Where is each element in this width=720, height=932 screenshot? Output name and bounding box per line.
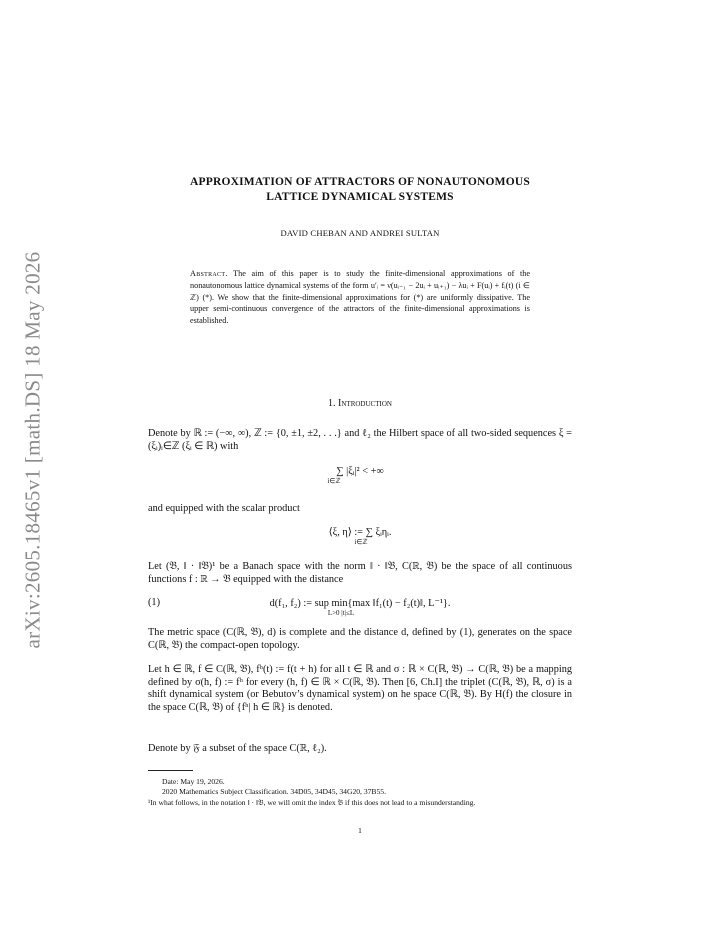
footnote-date: Date: May 19, 2026. <box>162 777 225 786</box>
equation-sum-subscript: i∈ℤ <box>327 477 341 485</box>
equation-scalar-subscript: i∈ℤ <box>354 538 368 546</box>
page-number: 1 <box>358 826 362 835</box>
equation-1-subscript: L>0 |t|≤L <box>327 609 355 617</box>
abstract <box>190 268 530 327</box>
title-line-1: APPROXIMATION OF ATTRACTORS OF NONAUTONOMOUS <box>190 176 530 188</box>
equation-1-main: d(f₁, f₂) := sup min{max ‖f₁(t) − f₂(t)‖, L⁻¹}. <box>269 598 451 609</box>
paragraph-4: The metric space (C(ℝ, 𝔅), d) is complete and the distance d, defined by (1), generates on the space C(ℝ, 𝔅) the compact-open topology. <box>148 627 572 651</box>
arxiv-sidebar-stamp <box>8 240 58 660</box>
paragraph-3: Let (𝔅, ‖ · ‖𝔅)¹ be a Banach space with the norm ‖ · ‖𝔅, C(ℝ, 𝔅) be the space of all continuous functions f : ℝ → 𝔅 equipped with the distance <box>148 561 572 585</box>
abstract-text: The aim of this paper is to study the finite-dimensional approximations of the nonautonomous lattice dynamical systems of the form u′ᵢ = ν(uᵢ₋₁ − 2uᵢ + uᵢ₊₁) − λuᵢ + F(uᵢ) + fᵢ(t) (i ∈ ℤ) (*). We show that the finite-dimensional approximations for (*) are uniformly dissipative. The upper semi-continuous convergence of the attractors of the finite-dimensional approximations is established. <box>190 269 530 326</box>
equation-1-number: (1) <box>148 597 161 608</box>
equation-scalar-main: ⟨ξ, η⟩ := ∑ ξᵢηᵢ. <box>328 527 392 538</box>
arxiv-identifier: arXiv:2605.18465v1 [math.DS] 18 May 2026 <box>20 251 45 649</box>
footnote-1: ¹In what follows, in the notation ‖ · ‖𝔅, we will omit the index 𝔅 if this does not lead to a misunderstanding. <box>148 798 476 807</box>
paragraph-1: Denote by ℝ := (−∞, ∞), ℤ := {0, ±1, ±2, . . .} and ℓ₂ the Hilbert space of all two-sided sequences ξ = (ξᵢ)ᵢ∈ℤ (ξᵢ ∈ ℝ) with <box>148 428 572 452</box>
equation-sum <box>148 466 572 485</box>
footnote-rule <box>148 770 193 771</box>
section-title: Introduction <box>338 398 392 409</box>
footnote-msc: 2020 Mathematics Subject Classification. 34D05, 34D45, 34G20, 37B55. <box>162 787 386 796</box>
equation-scalar-product <box>148 526 572 546</box>
abstract-label: Abstract. <box>190 269 228 278</box>
title-line-2: LATTICE DYNAMICAL SYSTEMS <box>266 191 454 203</box>
paragraph-5: Let h ∈ ℝ, f ∈ C(ℝ, 𝔅), fʰ(t) := f(t + h) for all t ∈ ℝ and σ : ℝ × C(ℝ, 𝔅) → C(ℝ, 𝔅) be a mapping defined by σ(h, f) := fʰ for every (h, f) ∈ ℝ × C(ℝ, 𝔅). Then [6, Ch.I] the triplet (C(ℝ, 𝔅), ℝ, σ) is a shift dynamical system (or Bebutov’s dynamical system) on he space C(ℝ, 𝔅). By H(f) the closure in the space C(ℝ, 𝔅) of {fʰ| h ∈ ℝ} is denoted. <box>148 664 572 713</box>
paper-title <box>148 175 572 205</box>
section-heading <box>148 398 572 409</box>
equation-1 <box>148 597 572 617</box>
paper-authors: DAVID CHEBAN AND ANDREI SULTAN <box>280 228 440 238</box>
equation-sum-main: ∑ |ξᵢ|² < +∞ <box>336 466 384 477</box>
section-number: 1. <box>328 398 336 409</box>
paragraph-6: Denote by 𝔉 a subset of the space C(ℝ, ℓ₂). <box>148 743 327 754</box>
paragraph-2: and equipped with the scalar product <box>148 503 300 514</box>
